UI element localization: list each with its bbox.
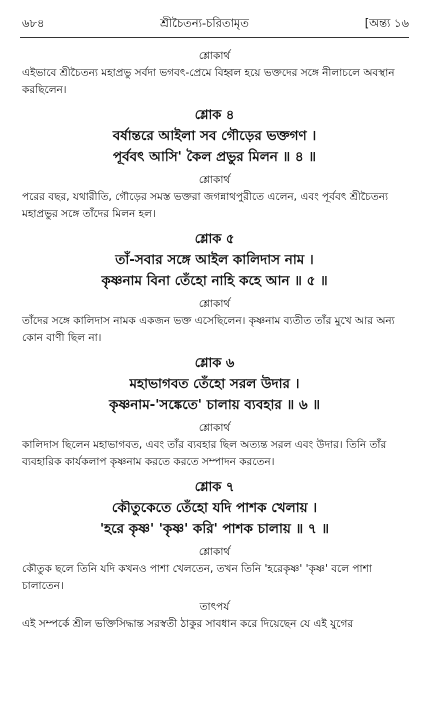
verse-line: মহাভাগবত তেঁহো সরল উদার । xyxy=(129,376,300,392)
paragraph: কালিদাস ছিলেন মহাভাগবত, এবং তাঁর ব্যবহার ছিল অত্যন্ত সরল এবং উদার। তিনি তাঁর ব্যবহারিক কার্যকলাপ কৃষ্ণনাম করতে করতে সম্পাদন করতেন। xyxy=(22,439,387,468)
paragraph: এইভাবে শ্রীচৈতন্য মহাপ্রভু সর্বদা ভগবৎ-প্রেমে বিহ্বল হয়ে ভক্তদের সঙ্গে নীলাচলে অবস্থান করছিলেন। xyxy=(22,67,395,96)
paragraph: পরের বছর, যথারীতি, গৌড়ের সমস্ত ভক্তরা জগন্নাথপুরীতে এলেন, এবং পূর্ববৎ শ্রীচৈতন্য মহাপ্রভুর সঙ্গে তাঁদের মিলন হল। xyxy=(22,191,389,220)
section-label: তাৎপর্য xyxy=(199,601,230,613)
verse-line: কৃষ্ণনাম বিনা তেঁহো নাহি কহে আন ॥ ৫ ॥ xyxy=(101,273,328,289)
verse-line: বর্ষান্তরে আইলা সব গৌড়ের ভক্তগণ । xyxy=(112,128,317,144)
verse-number: শ্লোক ৪ xyxy=(194,108,235,123)
verse-line: তাঁ-সবার সঙ্গে আইল কালিদাস নাম । xyxy=(115,252,314,268)
running-title: শ্রীচৈতন্য-চরিতামৃত xyxy=(160,15,249,30)
paragraph: এই সম্পর্কে শ্রীল ভক্তিসিদ্ধান্ত সরস্বতী ঠাকুর সাবধান করে দিয়েছেন যে এই যুগের xyxy=(22,618,354,630)
paragraph: কৌতুক ছলে তিনি যদি কখনও পাশা খেলতেন, তখন তিনি 'হরেকৃষ্ণ' 'কৃষ্ণ' বলে পাশা চালাতেন। xyxy=(22,563,372,592)
section-label: শ্লোকার্থ xyxy=(198,298,231,310)
verse-number: শ্লোক ৫ xyxy=(194,232,235,247)
verse-line: কৃষ্ণনাম-'সঙ্কেতে' চালায় ব্যবহার ॥ ৬ ॥ xyxy=(109,397,320,413)
page-header xyxy=(22,13,409,35)
section-label: শ্লোকার্থ xyxy=(198,422,231,434)
verse-line: পূর্ববৎ আসি' কৈল প্রভুর মিলন ॥ ৪ ॥ xyxy=(112,149,316,165)
section-label: শ্লোকার্থ xyxy=(198,174,231,186)
header-rule xyxy=(20,37,409,38)
section-reference: [অন্ত্য ১৬ xyxy=(364,15,409,30)
verse-line: কৌতুকেতে তেঁহো যদি পাশক খেলায় । xyxy=(111,500,318,516)
verse-line: 'হরে কৃষ্ণ' 'কৃষ্ণ' করি' পাশক চালায় ॥ ৭ ॥ xyxy=(100,521,329,537)
verse-number: শ্লোক ৭ xyxy=(194,480,235,495)
section-label: শ্লোকার্থ xyxy=(198,50,231,62)
page-content xyxy=(22,44,407,636)
section-label: শ্লোকার্থ xyxy=(198,546,231,558)
paragraph: তাঁদের সঙ্গে কালিদাস নামক একজন ভক্ত এসেছিলেন। কৃষ্ণনাম ব্যতীত তাঁর মুখে আর অন্য কোন বাণী ছিল না। xyxy=(22,315,395,344)
verse-number: শ্লোক ৬ xyxy=(194,356,235,371)
page-number: ৬৮৪ xyxy=(22,15,45,30)
